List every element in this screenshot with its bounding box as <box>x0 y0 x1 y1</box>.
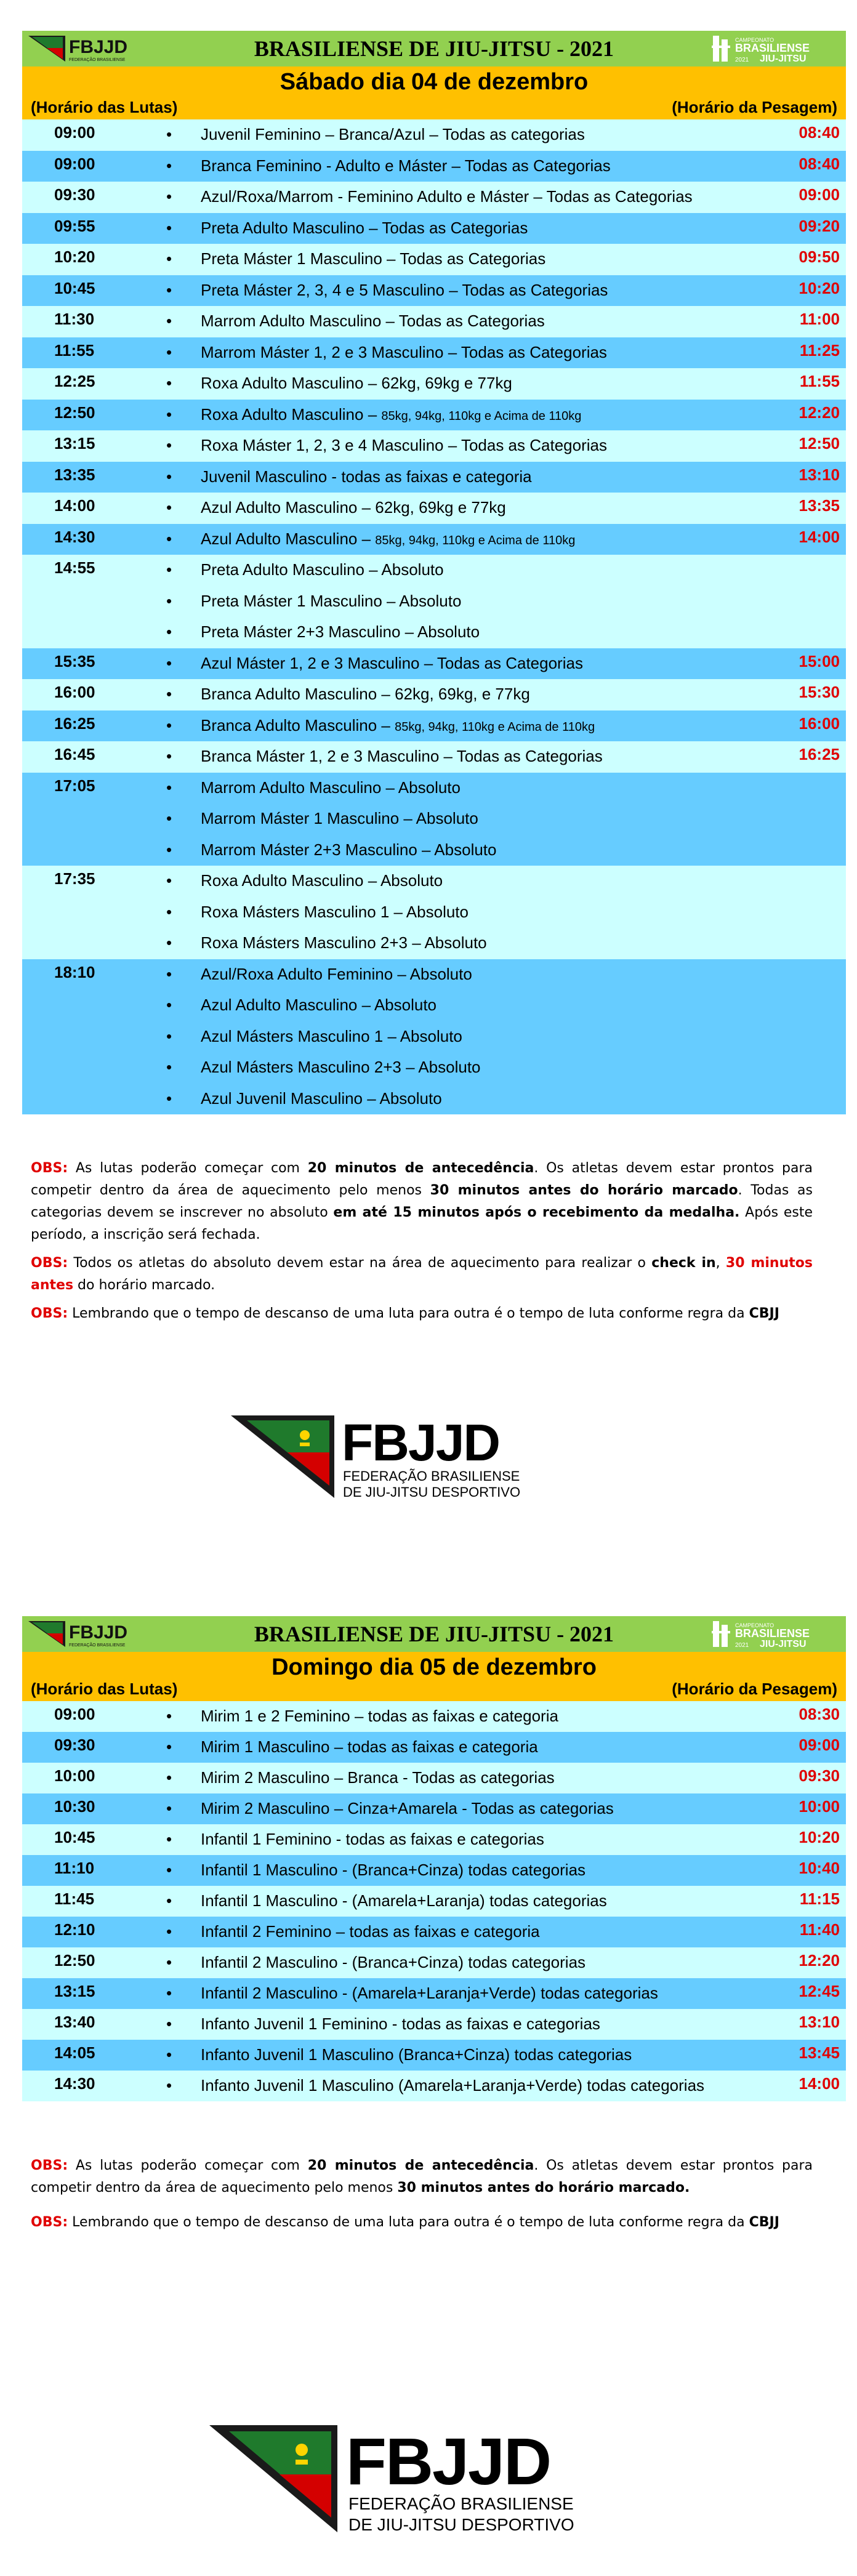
fight-time: 12:50 <box>54 1951 95 1970</box>
table-row <box>22 1947 846 1978</box>
category-text: Juvenil Feminino – Branca/Azul – Todas as categorias <box>201 125 585 143</box>
weigh-in-time: 11:25 <box>799 340 840 360</box>
category-text: Roxa Adulto Masculino – 85kg, 94kg, 110kg e Acima de 110kg <box>201 405 582 424</box>
weigh-in-time: 16:25 <box>799 745 840 763</box>
category-text: Infantil 2 Feminino – todas as faixas e categoria <box>201 1922 540 1941</box>
category-item <box>22 1732 846 1763</box>
fbjjd-emblem-icon <box>231 1413 336 1499</box>
bullet-icon: • <box>166 871 172 890</box>
table-row <box>22 1701 846 1732</box>
category-text: Mirim 1 Masculino – todas as faixas e categoria <box>201 1737 538 1756</box>
fight-time: 18:10 <box>54 962 95 981</box>
weigh-in-time: 16:00 <box>799 714 840 733</box>
category-item <box>22 1084 846 1115</box>
category-item <box>22 213 846 244</box>
category-text: Azul Másters Masculino 1 – Absoluto <box>201 1026 462 1045</box>
fight-time: 10:45 <box>54 1828 95 1846</box>
brand-name: FBJJD <box>342 1414 500 1471</box>
weigh-in-time: 11:00 <box>799 310 840 328</box>
table-row <box>22 1732 846 1763</box>
table-row <box>22 1917 846 1947</box>
category-item <box>22 368 846 400</box>
table-row <box>22 1824 846 1855</box>
svg-text:CAMPEONATO: CAMPEONATO <box>735 37 775 43</box>
fight-time: 11:45 <box>54 1890 95 1908</box>
weigh-in-time: 09:50 <box>799 248 840 266</box>
category-item <box>22 151 846 182</box>
table-row <box>22 2009 846 2040</box>
bullet-icon: • <box>166 2045 172 2064</box>
table-row <box>22 430 846 462</box>
fight-time: 13:40 <box>54 2013 95 2031</box>
category-item <box>22 835 846 866</box>
category-text: Roxa Máster 1, 2, 3 e 4 Masculino – Todas as Categorias <box>201 436 607 454</box>
fight-time: 10:30 <box>54 1797 95 1816</box>
category-text: Azul Másters Masculino 2+3 – Absoluto <box>201 1058 481 1076</box>
weigh-in-time: 12:50 <box>799 434 840 453</box>
weigh-time-label: (Horário da Pesagem) <box>672 1680 837 1698</box>
category-text: Branca Máster 1, 2 e 3 Masculino – Todas as Categorias <box>201 747 603 765</box>
category-item <box>22 2009 846 2040</box>
category-item <box>22 182 846 213</box>
bullet-icon: • <box>166 2015 172 2033</box>
note-1: OBS: As lutas poderão começar com 20 minutos de antecedência. Os atletas devem estar prontos para competir dentro da área de aquecimento pelo menos 30 minutos antes do horário marcado. Todas as categorias devem se inscrever no absoluto em até 15 minutos após o recebimento da medalha. Após este período, a inscrição será fechada. <box>31 1161 813 1242</box>
category-item <box>22 1917 846 1947</box>
table-row <box>22 493 846 524</box>
bullet-icon: • <box>166 560 172 579</box>
category-text: Infantil 2 Masculino - (Amarela+Laranja+Verde) todas categorias <box>201 1984 658 2002</box>
category-item <box>22 1886 846 1917</box>
table-row <box>22 306 846 337</box>
bullet-icon: • <box>166 840 172 859</box>
table-row <box>22 244 846 275</box>
fight-time: 14:05 <box>54 2043 95 2062</box>
svg-text:JIU-JITSU: JIU-JITSU <box>760 54 807 64</box>
category-item <box>22 990 846 1021</box>
fight-time: 10:20 <box>54 248 95 266</box>
category-item <box>22 803 846 835</box>
category-text: Preta Adulto Masculino – Absoluto <box>201 560 444 579</box>
category-text: Marrom Máster 1 Masculino – Absoluto <box>201 809 478 827</box>
header-bar <box>22 1616 846 1652</box>
table-row <box>22 368 846 400</box>
category-text: Azul Adulto Masculino – 62kg, 69kg e 77kg <box>201 498 506 517</box>
weigh-in-time: 08:40 <box>799 123 840 142</box>
schedule-table <box>22 1701 846 2101</box>
category-text: Marrom Adulto Masculino – Todas as Categorias <box>201 312 545 330</box>
bullet-icon: • <box>166 436 172 454</box>
bullet-icon: • <box>166 622 172 641</box>
table-row <box>22 1855 846 1886</box>
category-item <box>22 928 846 959</box>
category-text: Branca Adulto Masculino – 62kg, 69kg, e 77kg <box>201 685 530 703</box>
bullet-icon: • <box>166 529 172 548</box>
category-item <box>22 400 846 431</box>
fight-time: 14:30 <box>54 2074 95 2093</box>
brand-line-2: DE JIU-JITSU DESPORTIVO <box>348 2515 574 2534</box>
category-text: Infanto Juvenil 1 Masculino (Amarela+Laranja+Verde) todas categorias <box>201 2076 705 2095</box>
weigh-in-time: 08:40 <box>799 154 840 173</box>
category-item <box>22 493 846 524</box>
note-1: OBS: As lutas poderão começar com 20 minutos de antecedência. Os atletas devem estar prontos para competir dentro da área de aquecimento pelo menos 30 minutos antes do horário marcado. <box>31 2158 813 2196</box>
category-text: Infantil 1 Masculino - (Branca+Cinza) todas categorias <box>201 1861 586 1879</box>
table-row <box>22 555 846 648</box>
category-text: Azul/Roxa/Marrom - Feminino Adulto e Máster – Todas as Categorias <box>201 187 693 206</box>
fight-time: 09:30 <box>54 185 95 204</box>
svg-text:CAMPEONATO: CAMPEONATO <box>735 1622 775 1628</box>
day-band <box>22 1652 846 1701</box>
fight-time: 14:55 <box>54 558 95 577</box>
bullet-icon: • <box>166 187 172 206</box>
weigh-in-time: 11:55 <box>799 372 840 390</box>
category-item <box>22 337 846 369</box>
table-row <box>22 1763 846 1793</box>
bullet-icon: • <box>166 280 172 299</box>
fight-time: 12:50 <box>54 403 95 422</box>
weigh-in-time: 13:45 <box>799 2043 840 2062</box>
sunday-notes <box>31 2155 813 2234</box>
table-row <box>22 773 846 866</box>
svg-text:2021: 2021 <box>735 57 749 63</box>
fight-time: 17:05 <box>54 776 95 795</box>
day-band <box>22 66 846 119</box>
category-item <box>22 2071 846 2101</box>
weigh-in-time: 09:00 <box>799 1736 840 1754</box>
category-item <box>22 555 846 586</box>
bullet-icon: • <box>166 1830 172 1848</box>
weigh-in-time: 11:15 <box>799 1890 840 1908</box>
day-title: Sábado dia 04 de dezembro <box>280 69 589 95</box>
bullet-icon: • <box>166 964 172 983</box>
fight-time: 10:45 <box>54 278 95 297</box>
weigh-in-time: 12:20 <box>799 1951 840 1970</box>
table-row <box>22 119 846 151</box>
bullet-icon: • <box>166 1922 172 1941</box>
bullet-icon: • <box>166 778 172 797</box>
fight-time: 16:25 <box>54 714 95 733</box>
category-text: Mirim 1 e 2 Feminino – todas as faixas e categoria <box>201 1707 558 1725</box>
weigh-in-time: 12:20 <box>799 403 840 422</box>
fight-time: 10:00 <box>54 1766 95 1785</box>
fight-time: 13:15 <box>54 434 95 453</box>
weigh-in-time: 15:30 <box>799 683 840 701</box>
weigh-in-time: 12:45 <box>799 1982 840 2000</box>
fight-time: 09:30 <box>54 1736 95 1754</box>
table-row <box>22 213 846 244</box>
bullet-icon: • <box>166 685 172 703</box>
fight-time: 15:35 <box>54 651 95 670</box>
category-text: Infanto Juvenil 1 Masculino (Branca+Cinza) todas categorias <box>201 2045 632 2064</box>
bullet-icon: • <box>166 1026 172 1045</box>
category-item <box>22 617 846 648</box>
table-row <box>22 337 846 369</box>
fight-time: 14:00 <box>54 496 95 515</box>
fight-time-label: (Horário das Lutas) <box>31 98 178 116</box>
fight-time: 16:00 <box>54 683 95 701</box>
table-row <box>22 959 846 1115</box>
category-item <box>22 2040 846 2071</box>
fbjjd-brand-1 <box>231 1413 526 1505</box>
bullet-icon: • <box>166 312 172 330</box>
table-row <box>22 866 846 959</box>
note-2: OBS: Todos os atletas do absoluto devem estar na área de aquecimento para realizar o check in, 30 minutos antes do horário marcado. <box>31 1255 813 1293</box>
category-item <box>22 306 846 337</box>
bullet-icon: • <box>166 1089 172 1108</box>
category-text: Preta Máster 1 Masculino – Absoluto <box>201 591 462 610</box>
fight-time: 16:45 <box>54 745 95 763</box>
bullet-icon: • <box>166 218 172 237</box>
table-row <box>22 275 846 307</box>
bullet-icon: • <box>166 591 172 610</box>
category-item <box>22 710 846 742</box>
bullet-icon: • <box>166 653 172 672</box>
category-text: Azul Adulto Masculino – 85kg, 94kg, 110kg e Acima de 110kg <box>201 529 576 548</box>
note-3: OBS: Lembrando que o tempo de descanso de uma luta para outra é o tempo de luta conforme regra da CBJJ <box>31 1306 779 1321</box>
category-item <box>22 1763 846 1793</box>
bullet-icon: • <box>166 1737 172 1756</box>
category-item <box>22 524 846 555</box>
weigh-in-time: 10:20 <box>799 1828 840 1846</box>
category-text: Preta Máster 1 Masculino – Todas as Categorias <box>201 249 546 268</box>
saturday-notes <box>31 1157 813 1325</box>
weigh-in-time: 08:30 <box>799 1705 840 1723</box>
schedule-table <box>22 119 846 1114</box>
category-item <box>22 773 846 804</box>
svg-text:FEDERAÇÃO BRASILIENSE: FEDERAÇÃO BRASILIENSE <box>69 1643 126 1648</box>
category-item <box>22 897 846 928</box>
category-item <box>22 741 846 773</box>
table-row <box>22 1886 846 1917</box>
brand-line-1: FEDERAÇÃO BRASILIENSE <box>343 1468 520 1484</box>
category-item <box>22 462 846 493</box>
weigh-in-time: 14:00 <box>799 2074 840 2093</box>
fight-time: 13:15 <box>54 1982 95 2000</box>
weigh-in-time: 09:30 <box>799 1766 840 1785</box>
category-item <box>22 648 846 680</box>
category-text: Juvenil Masculino - todas as faixas e categoria <box>201 467 532 486</box>
category-text: Mirim 2 Masculino – Branca - Todas as categorias <box>201 1768 555 1787</box>
category-text: Azul Juvenil Masculino – Absoluto <box>201 1089 442 1108</box>
svg-text:FBJJD: FBJJD <box>69 37 128 57</box>
weigh-in-time: 11:40 <box>799 1920 840 1939</box>
category-text: Infanto Juvenil 1 Feminino - todas as faixas e categorias <box>201 2015 600 2033</box>
day-title: Domingo dia 05 de dezembro <box>272 1654 597 1680</box>
table-row <box>22 2071 846 2101</box>
bullet-icon: • <box>166 2076 172 2095</box>
fight-time: 09:00 <box>54 123 95 142</box>
category-text: Marrom Adulto Masculino – Absoluto <box>201 778 461 797</box>
fight-time: 11:10 <box>54 1859 95 1877</box>
table-row <box>22 741 846 773</box>
page-title: BRASILIENSE DE JIU-JITSU - 2021 <box>254 36 614 61</box>
bullet-icon: • <box>166 405 172 424</box>
table-row <box>22 524 846 555</box>
weigh-in-time: 13:10 <box>799 465 840 484</box>
bullet-icon: • <box>166 1891 172 1910</box>
category-text: Infantil 1 Masculino - (Amarela+Laranja) todas categorias <box>201 1891 607 1910</box>
category-item <box>22 1978 846 2009</box>
category-text: Azul/Roxa Adulto Feminino – Absoluto <box>201 964 472 983</box>
category-text: Branca Feminino - Adulto e Máster – Todas as Categorias <box>201 156 611 175</box>
table-row <box>22 2040 846 2071</box>
category-text: Roxa Adulto Masculino – Absoluto <box>201 871 443 890</box>
bullet-icon: • <box>166 1861 172 1879</box>
weigh-in-time: 10:40 <box>799 1859 840 1877</box>
category-item <box>22 1855 846 1886</box>
category-item <box>22 119 846 151</box>
bullet-icon: • <box>166 156 172 175</box>
brand-line-2: DE JIU-JITSU DESPORTIVO <box>343 1484 521 1500</box>
category-item <box>22 586 846 618</box>
category-item <box>22 959 846 991</box>
weigh-in-time: 10:00 <box>799 1797 840 1816</box>
fight-time: 13:35 <box>54 465 95 484</box>
category-text: Infantil 2 Masculino - (Branca+Cinza) todas categorias <box>201 1953 586 1971</box>
category-text: Roxa Másters Masculino 1 – Absoluto <box>201 902 469 921</box>
category-text: Roxa Adulto Masculino – 62kg, 69kg e 77kg <box>201 374 512 392</box>
category-text: Marrom Máster 1, 2 e 3 Masculino – Todas as Categorias <box>201 342 607 361</box>
championship-logo <box>710 33 840 64</box>
table-row <box>22 462 846 493</box>
bullet-icon: • <box>166 996 172 1014</box>
weigh-in-time: 09:00 <box>799 185 840 204</box>
svg-text:JIU-JITSU: JIU-JITSU <box>760 1639 807 1649</box>
svg-text:FBJJD: FBJJD <box>69 1622 128 1643</box>
svg-text:FEDERAÇÃO BRASILIENSE: FEDERAÇÃO BRASILIENSE <box>69 58 126 62</box>
weigh-in-time: 10:20 <box>799 278 840 297</box>
brand-line-1: FEDERAÇÃO BRASILIENSE <box>348 2494 574 2513</box>
bullet-icon: • <box>166 1984 172 2002</box>
bullet-icon: • <box>166 747 172 765</box>
category-text: Preta Máster 2, 3, 4 e 5 Masculino – Todas as Categorias <box>201 280 608 299</box>
table-row <box>22 1793 846 1824</box>
bullet-icon: • <box>166 374 172 392</box>
bullet-icon: • <box>166 498 172 517</box>
category-text: Azul Adulto Masculino – Absoluto <box>201 996 437 1014</box>
table-row <box>22 710 846 742</box>
category-text: Infantil 1 Feminino - todas as faixas e categorias <box>201 1830 544 1848</box>
category-item <box>22 1824 846 1855</box>
bullet-icon: • <box>166 125 172 143</box>
page-title: BRASILIENSE DE JIU-JITSU - 2021 <box>254 1622 614 1646</box>
fight-time: 11:55 <box>54 340 95 360</box>
fight-time: 14:30 <box>54 527 95 546</box>
category-text: Azul Máster 1, 2 e 3 Masculino – Todas as Categorias <box>201 653 583 672</box>
category-item <box>22 1793 846 1824</box>
fight-time: 09:00 <box>54 1705 95 1723</box>
bullet-icon: • <box>166 1953 172 1971</box>
bullet-icon: • <box>166 715 172 735</box>
weigh-in-time: 09:20 <box>799 216 840 235</box>
category-item <box>22 430 846 462</box>
weigh-in-time: 14:00 <box>799 527 840 546</box>
bullet-icon: • <box>166 467 172 486</box>
note-2: OBS: Lembrando que o tempo de descanso de uma luta para outra é o tempo de luta conforme regra da CBJJ <box>31 2215 779 2230</box>
fight-time: 09:00 <box>54 154 95 173</box>
weigh-time-label: (Horário da Pesagem) <box>672 98 837 116</box>
fight-time: 11:30 <box>54 310 95 328</box>
bullet-icon: • <box>166 1768 172 1787</box>
fight-time: 09:55 <box>54 216 95 235</box>
table-row <box>22 182 846 213</box>
category-item <box>22 1052 846 1084</box>
fight-time: 17:35 <box>54 869 95 888</box>
category-text: Preta Máster 2+3 Masculino – Absoluto <box>201 622 480 641</box>
category-item <box>22 244 846 275</box>
table-row <box>22 400 846 431</box>
fight-time: 12:25 <box>54 372 95 390</box>
svg-text:BRASILIENSE: BRASILIENSE <box>735 42 810 54</box>
header-bar <box>22 31 846 66</box>
weigh-in-time: 13:35 <box>799 496 840 515</box>
bullet-icon: • <box>166 933 172 952</box>
table-row <box>22 679 846 710</box>
category-text: Mirim 2 Masculino – Cinza+Amarela - Todas as categorias <box>201 1799 614 1817</box>
saturday-schedule <box>22 31 846 1114</box>
table-row <box>22 648 846 680</box>
brand-name: FBJJD <box>346 2424 551 2498</box>
sunday-schedule <box>22 1616 846 2101</box>
category-item <box>22 866 846 897</box>
category-text: Roxa Másters Masculino 2+3 – Absoluto <box>201 933 487 952</box>
bullet-icon: • <box>166 1058 172 1076</box>
fbjjd-emblem-icon <box>209 2423 339 2534</box>
svg-text:2021: 2021 <box>735 1642 749 1649</box>
category-text: Preta Adulto Masculino – Todas as Categorias <box>201 218 528 237</box>
bullet-icon: • <box>166 902 172 921</box>
bullet-icon: • <box>166 809 172 827</box>
bullet-icon: • <box>166 1799 172 1817</box>
category-item <box>22 275 846 307</box>
bullet-icon: • <box>166 249 172 268</box>
weigh-in-time: 15:00 <box>799 651 840 670</box>
table-row <box>22 1978 846 2009</box>
championship-logo <box>710 1619 840 1649</box>
category-item <box>22 679 846 710</box>
fight-time-label: (Horário das Lutas) <box>31 1680 178 1698</box>
category-item <box>22 1021 846 1053</box>
weigh-in-time: 13:10 <box>799 2013 840 2031</box>
fight-time: 12:10 <box>54 1920 95 1939</box>
category-text: Branca Adulto Masculino – 85kg, 94kg, 110kg e Acima de 110kg <box>201 715 595 735</box>
category-text: Marrom Máster 2+3 Masculino – Absoluto <box>201 840 497 859</box>
svg-text:BRASILIENSE: BRASILIENSE <box>735 1627 810 1640</box>
table-row <box>22 151 846 182</box>
fbjjd-brand-2 <box>209 2423 579 2540</box>
bullet-icon: • <box>166 342 172 361</box>
category-item <box>22 1947 846 1978</box>
bullet-icon: • <box>166 1707 172 1725</box>
category-item <box>22 1701 846 1732</box>
